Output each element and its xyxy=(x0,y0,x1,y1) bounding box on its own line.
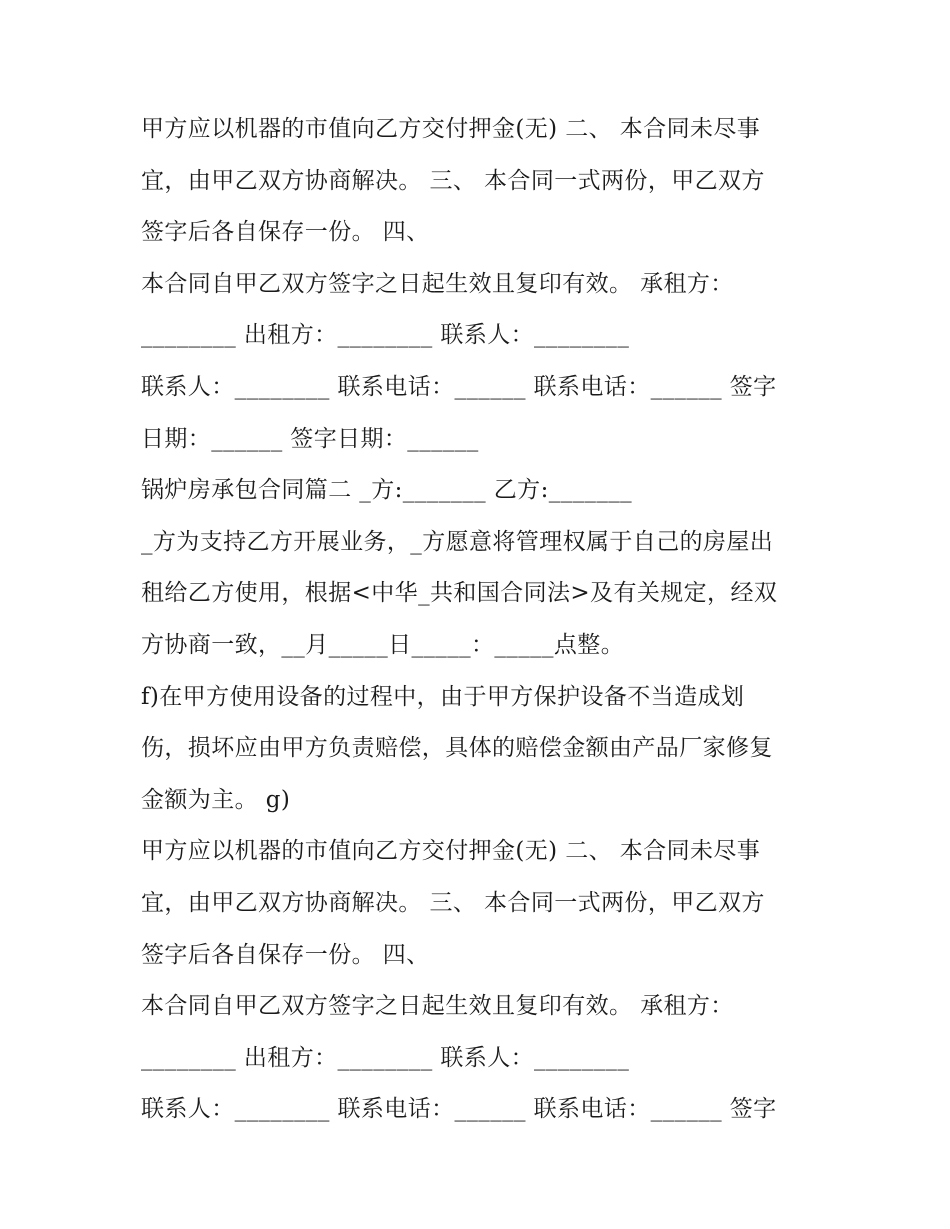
text-line: f)在甲方使用设备的过程中，由于甲方保护设备不当造成划 xyxy=(141,683,745,710)
text-line: 锅炉房承包合同篇二 _方:_______ 乙方:_______ xyxy=(141,477,633,504)
document-body xyxy=(141,104,821,1136)
text-line: _方为支持乙方开展业务，_方愿意将管理权属于自己的房屋出 xyxy=(141,528,774,555)
text-line: ________ 出租方：________ 联系人：________ xyxy=(141,1044,630,1071)
text-line: 甲方应以机器的市值向乙方交付押金(无) 二、 本合同未尽事 xyxy=(141,838,761,865)
text-line: 本合同自甲乙双方签字之日起生效且复印有效。 承租方： xyxy=(141,270,734,297)
text-line: 方协商一致，__月_____日_____：_____点整。 xyxy=(141,631,625,658)
text-line: 宜，由甲乙双方协商解决。 三、 本合同一式两份，甲乙双方 xyxy=(141,889,765,916)
text-line: 金额为主。 g) xyxy=(141,786,291,813)
text-line: 租给乙方使用，根据<中华_共和国合同法>及有关规定，经双 xyxy=(141,580,778,607)
text-line: ________ 出租方：________ 联系人：________ xyxy=(141,322,630,349)
text-line: 签字后各自保存一份。 四、 xyxy=(141,219,430,246)
text-line: 本合同自甲乙双方签字之日起生效且复印有效。 承租方： xyxy=(141,993,734,1020)
text-line: 宜，由甲乙双方协商解决。 三、 本合同一式两份，甲乙双方 xyxy=(141,167,765,194)
text-line: 伤，损坏应由甲方负责赔偿，具体的赔偿金额由产品厂家修复 xyxy=(141,735,773,762)
text-line: 联系人：________ 联系电话：______ 联系电话：______ 签字 xyxy=(141,373,777,400)
text-line: 日期：______ 签字日期：______ xyxy=(141,425,479,452)
text-line: 联系人：________ 联系电话：______ 联系电话：______ 签字 xyxy=(141,1096,777,1123)
text-line: 签字后各自保存一份。 四、 xyxy=(141,941,430,968)
text-line: 甲方应以机器的市值向乙方交付押金(无) 二、 本合同未尽事 xyxy=(141,116,761,142)
